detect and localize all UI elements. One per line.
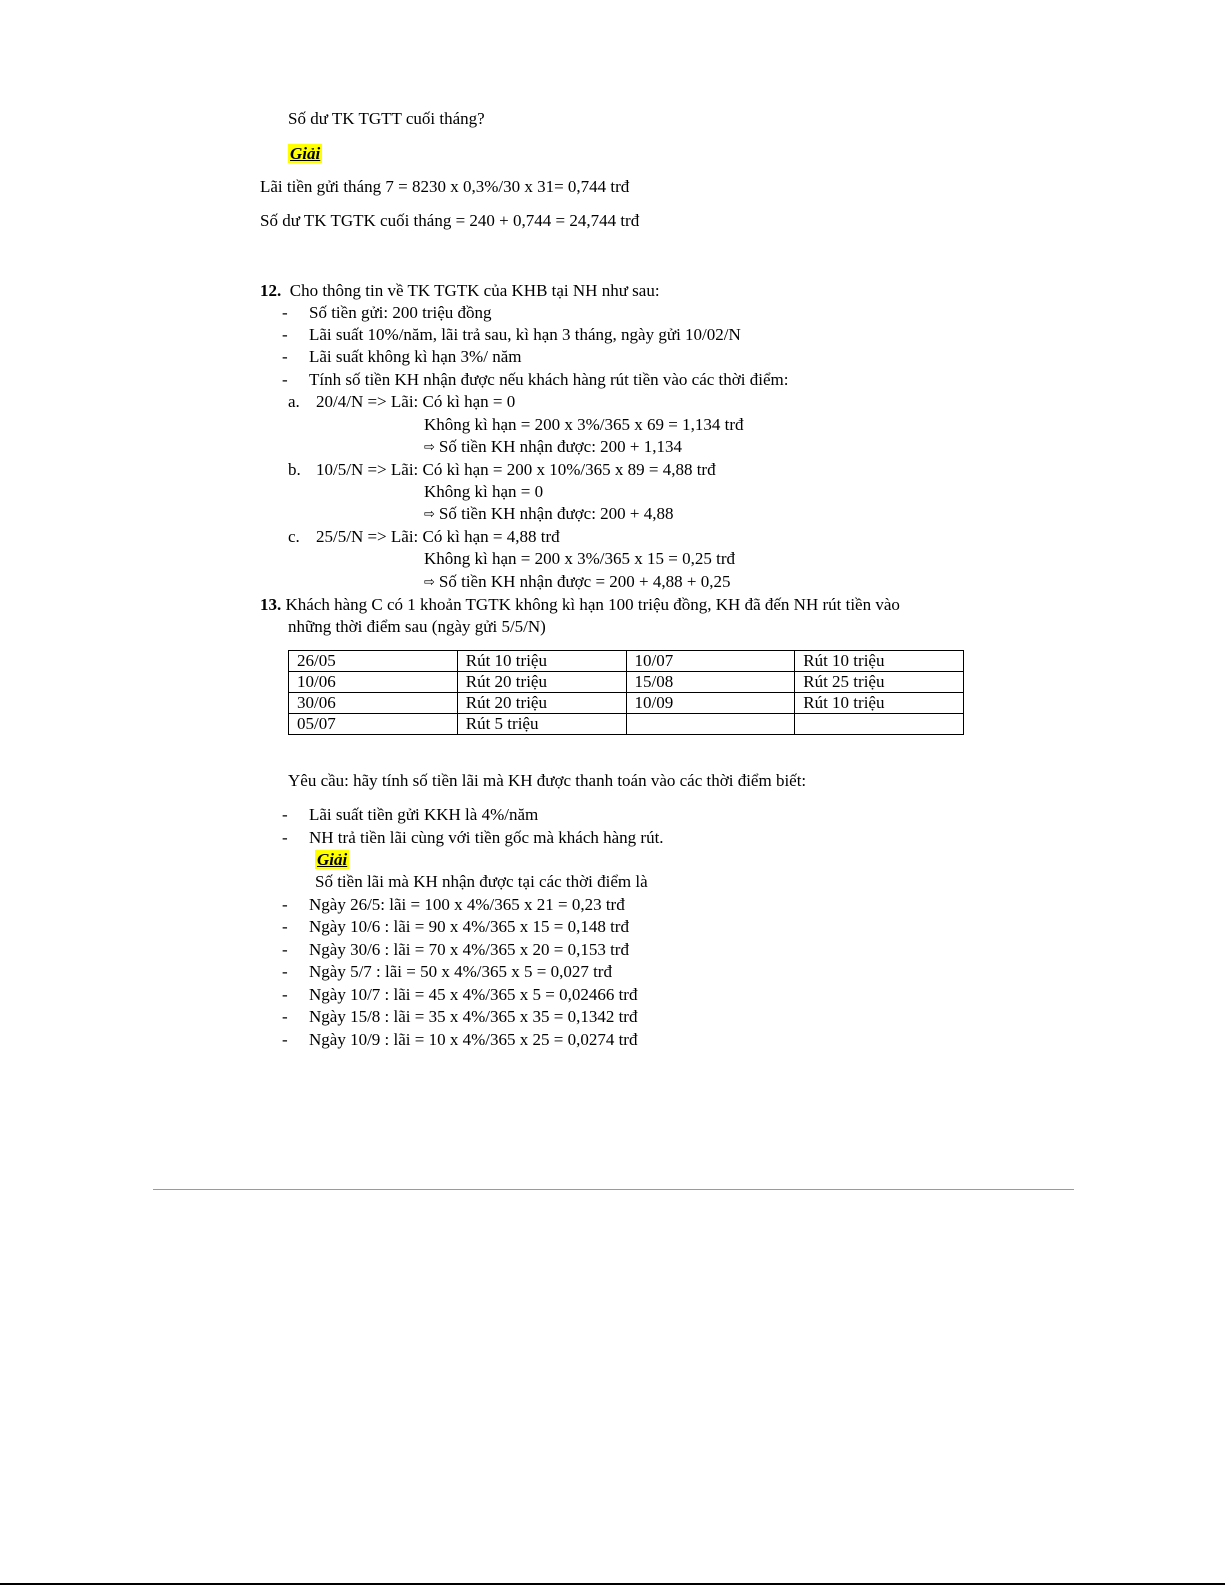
giai-label: Giải — [290, 144, 321, 163]
q12-title: Cho thông tin về TK TGTK của KHB tại NH như sau: — [289, 281, 660, 300]
bullet-dash: - — [282, 917, 288, 936]
bullet-dash: - — [282, 370, 288, 389]
case-result: ⇨ Số tiền KH nhận được = 200 + 4,88 + 0,25 — [424, 572, 731, 591]
case-head: 25/5/N => Lãi: Có kì hạn = 4,88 trđ — [316, 527, 560, 546]
table-cell: 10/09 — [626, 693, 795, 714]
q12-bullet: Lãi suất không kì hạn 3%/ năm — [309, 347, 522, 366]
table-cell: Rút 20 triệu — [457, 672, 626, 693]
bullet-dash: - — [282, 805, 288, 824]
giai-label: Giải — [317, 850, 348, 869]
q12-bullet: Lãi suất 10%/năm, lãi trả sau, kì hạn 3 tháng, ngày gửi 10/02/N — [309, 325, 741, 344]
bullet-dash: - — [282, 828, 288, 847]
bullet-dash: - — [282, 962, 288, 981]
q13-heading — [260, 596, 900, 613]
answer-line: Ngày 10/7 : lãi = 45 x 4%/365 x 5 = 0,02466 trđ — [309, 985, 638, 1004]
page-divider — [153, 1189, 1074, 1190]
q13-number: 13. — [260, 595, 282, 614]
bullet-dash: - — [282, 895, 288, 914]
bullet-dash: - — [282, 347, 288, 366]
q13-title-line2: những thời điểm sau (ngày gửi 5/5/N) — [288, 617, 546, 636]
table-cell — [795, 714, 964, 735]
case-letter: b. — [288, 460, 301, 479]
case-letter: a. — [288, 392, 300, 411]
table-row — [289, 651, 964, 672]
q13-condition: Lãi suất tiền gửi KKH là 4%/năm — [309, 805, 539, 824]
q12-bullet: Tính số tiền KH nhận được nếu khách hàng rút tiền vào các thời điểm: — [309, 370, 789, 389]
table-cell: Rút 5 triệu — [457, 714, 626, 735]
bullet-dash: - — [282, 1007, 288, 1026]
answer-line: Ngày 15/8 : lãi = 35 x 4%/365 x 35 = 0,1342 trđ — [309, 1007, 638, 1026]
case-result: ⇨ Số tiền KH nhận được: 200 + 4,88 — [424, 504, 674, 523]
case-head: 20/4/N => Lãi: Có kì hạn = 0 — [316, 392, 516, 411]
bullet-dash: - — [282, 325, 288, 344]
case-letter: c. — [288, 527, 300, 546]
prev-question: Số dư TK TGTT cuối tháng? — [288, 109, 485, 128]
right-arrow-outline-icon: ⇨ — [424, 440, 435, 455]
table-row — [289, 693, 964, 714]
table-cell: 15/08 — [626, 672, 795, 693]
q13-requirement: Yêu cầu: hãy tính số tiền lãi mà KH được thanh toán vào các thời điểm biết: — [288, 771, 807, 790]
prev-line: Số dư TK TGTK cuối tháng = 240 + 0,744 = 24,744 trđ — [260, 211, 640, 230]
table-cell: Rút 10 triệu — [457, 651, 626, 672]
table-row — [289, 672, 964, 693]
bullet-dash: - — [282, 985, 288, 1004]
right-arrow-outline-icon: ⇨ — [424, 575, 435, 590]
table-cell: Rút 10 triệu — [795, 651, 964, 672]
table-row — [289, 714, 964, 735]
case-head: 10/5/N => Lãi: Có kì hạn = 200 x 10%/365 x 89 = 4,88 trđ — [316, 460, 716, 479]
bullet-dash: - — [282, 303, 288, 322]
answer-intro: Số tiền lãi mà KH nhận được tại các thời điểm là — [315, 872, 648, 891]
bullet-dash: - — [282, 940, 288, 959]
case-detail: Không kì hạn = 0 — [424, 482, 544, 501]
answer-line: Ngày 26/5: lãi = 100 x 4%/365 x 21 = 0,23 trđ — [309, 895, 625, 914]
table-cell: 10/07 — [626, 651, 795, 672]
right-arrow-outline-icon: ⇨ — [424, 507, 435, 522]
table-cell: 10/06 — [289, 672, 458, 693]
table-cell — [626, 714, 795, 735]
table-cell: Rút 20 triệu — [457, 693, 626, 714]
q12-heading — [260, 282, 660, 299]
table-cell: 26/05 — [289, 651, 458, 672]
bullet-dash: - — [282, 1030, 288, 1049]
answer-line: Ngày 5/7 : lãi = 50 x 4%/365 x 5 = 0,027 trđ — [309, 962, 612, 981]
answer-line: Ngày 10/6 : lãi = 90 x 4%/365 x 15 = 0,148 trđ — [309, 917, 629, 936]
q12-bullet: Số tiền gửi: 200 triệu đồng — [309, 303, 492, 322]
table-cell: Rút 25 triệu — [795, 672, 964, 693]
table-cell: Rút 10 triệu — [795, 693, 964, 714]
q13-condition: NH trả tiền lãi cùng với tiền gốc mà khách hàng rút. — [309, 828, 664, 847]
withdrawal-table — [288, 650, 964, 735]
case-detail: Không kì hạn = 200 x 3%/365 x 15 = 0,25 trđ — [424, 549, 735, 568]
q12-number: 12. — [260, 281, 282, 300]
case-detail: Không kì hạn = 200 x 3%/365 x 69 = 1,134 trđ — [424, 415, 744, 434]
case-result: ⇨ Số tiền KH nhận được: 200 + 1,134 — [424, 437, 683, 456]
prev-line: Lãi tiền gửi tháng 7 = 8230 x 0,3%/30 x 31= 0,744 trđ — [260, 177, 630, 196]
table-cell: 30/06 — [289, 693, 458, 714]
answer-line: Ngày 10/9 : lãi = 10 x 4%/365 x 25 = 0,0274 trđ — [309, 1030, 638, 1049]
q13-title-line1: Khách hàng C có 1 khoản TGTK không kì hạn 100 triệu đồng, KH đã đến NH rút tiền vào — [285, 595, 900, 614]
answer-line: Ngày 30/6 : lãi = 70 x 4%/365 x 20 = 0,153 trđ — [309, 940, 629, 959]
table-cell: 05/07 — [289, 714, 458, 735]
